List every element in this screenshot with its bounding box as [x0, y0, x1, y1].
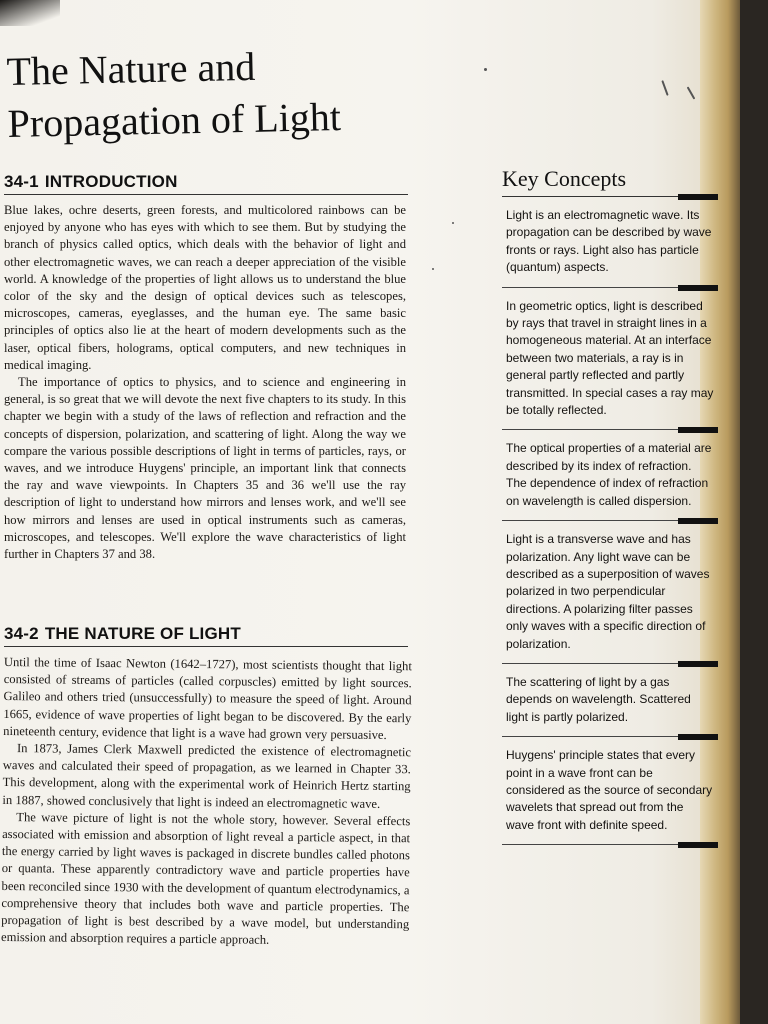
- key-concept: [502, 664, 718, 737]
- sidebar-title: Key Concepts: [502, 166, 718, 197]
- paragraph: In 1873, James Clerk Maxwell predicted the existence of electromagnetic waves and calculated their speed of propagation, as we learned in Chapter 33. This development, along with the experimental work of Heinrich Hertz starting in 1887, showed conclusively that light is indeed an electromagnetic wave.: [2, 741, 412, 811]
- section-heading-introduction: [4, 172, 408, 195]
- introduction-body: [4, 202, 406, 563]
- section-number: 34-2: [4, 624, 39, 643]
- paper-speck: [452, 222, 454, 224]
- key-concept-text: The scattering of light by a gas depends on wavelength. Scattered light is partly polarized.: [506, 674, 691, 724]
- key-concept: [502, 430, 718, 521]
- section-title: THE NATURE OF LIGHT: [44, 624, 241, 643]
- paper-speck: [432, 268, 434, 270]
- section-title: INTRODUCTION: [44, 172, 178, 191]
- section-heading-nature-of-light: [4, 624, 408, 647]
- key-concept: [502, 288, 718, 431]
- section-number: 34-1: [4, 172, 39, 191]
- chapter-title-line1: The Nature and: [6, 43, 256, 94]
- paragraph: The importance of optics to physics, and to science and engineering in general, is so great that we will devote the next five chapters to its study. In this chapter we begin with a study of the laws of reflection and refraction and the concepts of dispersion, polarization, and scattering of light. Along the way we compare the various possible descriptions of light in terms of particles, rays, or waves, and we introduce Huygens' principle, an important link that connects the ray and wave viewpoints. In Chapters 35 and 36 we'll use the ray description of light to understand how mirrors and lenses work, and we'll see how mirrors and lenses are used in optical instruments such as cameras, microscopes, and telescopes. We'll explore the wave characteristics of light further in Chapters 37 and 38.: [4, 375, 406, 562]
- key-concept-text: In geometric optics, light is described by rays that travel in straight lines in a homogeneous material. At an interface between two materials, a ray is in general partly reflected and partly transmitted. In special cases a ray may be totally reflected.: [506, 298, 714, 418]
- key-concept-text: The optical properties of a material are described by its index of refraction. The dependence of index of refraction on wavelength is called dispersion.: [506, 441, 712, 508]
- key-concept-text: Huygens' principle states that every point in a wave front can be considered as the source of secondary wavelets that spread out from the wave front with definite speed.: [506, 748, 713, 832]
- chapter-title: [6, 38, 408, 150]
- page-corner-shadow: [0, 0, 60, 26]
- nature-of-light-body: [1, 654, 412, 951]
- key-concept: [502, 197, 718, 288]
- paragraph: The wave picture of light is not the whole story, however. Several effects associated with emission and absorption of light reveal a particle aspect, in that the energy carried by light waves is packaged in discrete bundles called photons or quanta. These apparently contradictory wave and particle properties have been reconciled since 1930 with the development of quantum electrodynamics, a comprehensive theory that includes both wave and particle properties. The propagation of light is best described by a wave model, but understanding emission and absorption requires a particle approach.: [0, 809, 411, 948]
- key-concept: [502, 521, 718, 664]
- paragraph: Blue lakes, ochre deserts, green forests, and multicolored rainbows can be enjoyed by anyone who has eyes with which to see them. But by studying the branch of physics called optics, which deals with the behavior of light and other electromagnetic waves, we can reach a deeper appreciation of the visible world. A knowledge of the properties of light allows us to understand the blue color of the sky and the design of optical devices such as telescopes, microscopes, cameras, eyeglasses, and the human eye. The same basic principles of optics also lie at the heart of modern developments such as the laser, optical fibers, holograms, optical computers, and new techniques in medical imaging.: [4, 203, 406, 372]
- paper-speck: [484, 68, 487, 71]
- paper-speck: [661, 80, 668, 96]
- key-concept-text: Light is an electromagnetic wave. Its propagation can be described by wave fronts or rays. Light also has particle (quantum) aspects.: [506, 208, 712, 275]
- key-concepts-sidebar: [502, 166, 718, 845]
- chapter-title-line2: Propagation of Light: [7, 94, 342, 146]
- key-concept: [502, 737, 718, 845]
- key-concept-text: Light is a transverse wave and has polarization. Any light wave can be described as a superposition of waves polarized in two perpendicular directions. A polarizing filter passes only waves with a specific direction of polarization.: [506, 532, 710, 651]
- paper-speck: [687, 86, 696, 99]
- paragraph: Until the time of Isaac Newton (1642–1727), most scientists thought that light consisted of streams of particles (called corpuscles) emitted by light sources. Galileo and others tried (unsuccessfully) to measure the speed of light. Around 1665, evidence of wave properties of light began to be discovered. By the early nineteenth century, evidence that light is a wave had grown very persuasive.: [3, 654, 412, 742]
